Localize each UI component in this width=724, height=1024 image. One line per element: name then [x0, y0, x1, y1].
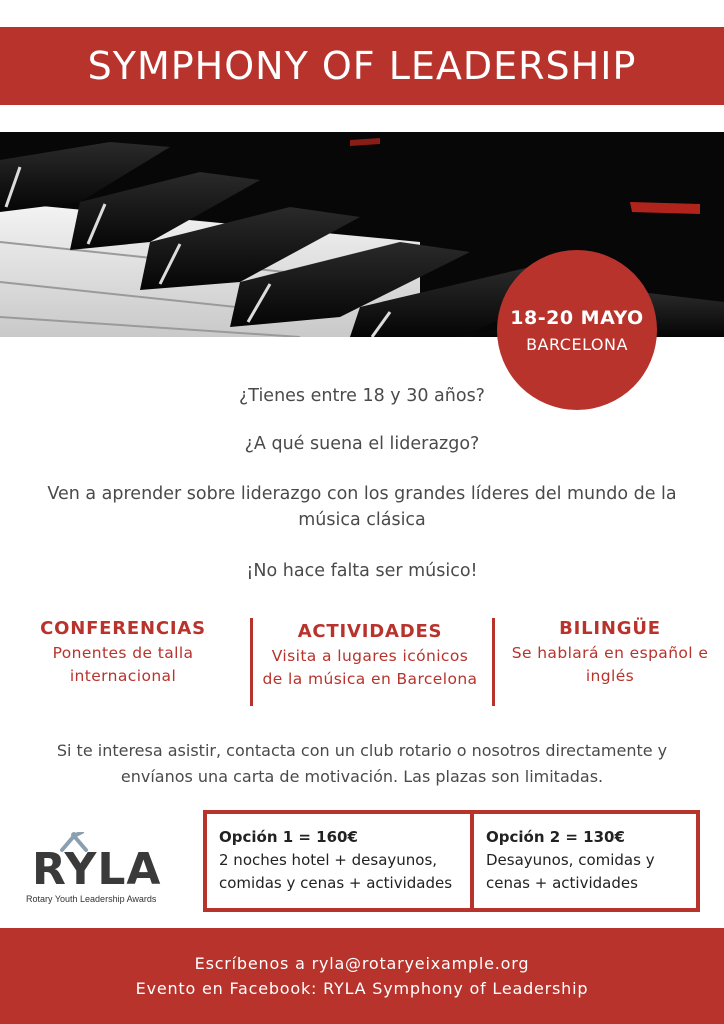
footer-facebook[interactable]: Evento en Facebook: RYLA Symphony of Leadership	[135, 979, 589, 998]
features-row	[0, 618, 724, 716]
option-detail: Desayunos, comidas y cenas + actividades	[486, 851, 655, 892]
feature-description: Se hablará en español e inglés	[511, 644, 709, 685]
feature-actividades	[262, 621, 478, 691]
footer-banner	[0, 928, 724, 1024]
page-title: SYMPHONY OF LEADERSHIP	[87, 44, 637, 88]
option-heading: Opción 2 = 130€	[486, 828, 625, 846]
title-banner	[0, 27, 724, 105]
option-heading: Opción 1 = 160€	[219, 828, 358, 846]
age-question: ¿Tienes entre 18 y 30 años?	[239, 386, 485, 406]
option-detail: 2 noches hotel + desayunos, comidas y cenas + actividades	[219, 851, 453, 892]
event-dates: 18-20 MAYO	[510, 306, 644, 329]
pricing-options	[203, 810, 700, 912]
feature-title: BILINGÜE	[559, 618, 661, 639]
feature-title: CONFERENCIAS	[40, 618, 206, 639]
feature-description: Ponentes de talla internacional	[52, 644, 194, 685]
ryla-logo	[22, 832, 182, 912]
feature-divider	[250, 618, 253, 706]
ryla-caption: Rotary Youth Leadership Awards	[26, 894, 157, 904]
feature-divider	[492, 618, 495, 706]
ryla-wordmark: RYLA	[32, 844, 162, 895]
event-city: BARCELONA	[526, 334, 628, 354]
leadership-question: ¿A qué suena el liderazgo?	[244, 434, 480, 454]
feature-description: Visita a lugares icónicos de la música en Barcelona	[262, 647, 478, 688]
footer-email[interactable]: Escríbenos a ryla@rotaryeixample.org	[194, 954, 530, 973]
contact-instructions: Si te interesa asistir, contacta con un club rotario o nosotros directamente y envíanos una carta de motivación. Las plazas son limitadas.	[56, 741, 668, 786]
feature-bilingue	[505, 618, 715, 688]
option-2	[474, 814, 696, 908]
option-1	[207, 814, 474, 908]
invitation-text: Ven a aprender sobre liderazgo con los grandes líderes del mundo de la música clásica	[47, 484, 677, 530]
feature-conferencias	[18, 618, 228, 688]
no-musician-note: ¡No hace falta ser músico!	[246, 561, 478, 581]
feature-title: ACTIVIDADES	[297, 621, 443, 642]
